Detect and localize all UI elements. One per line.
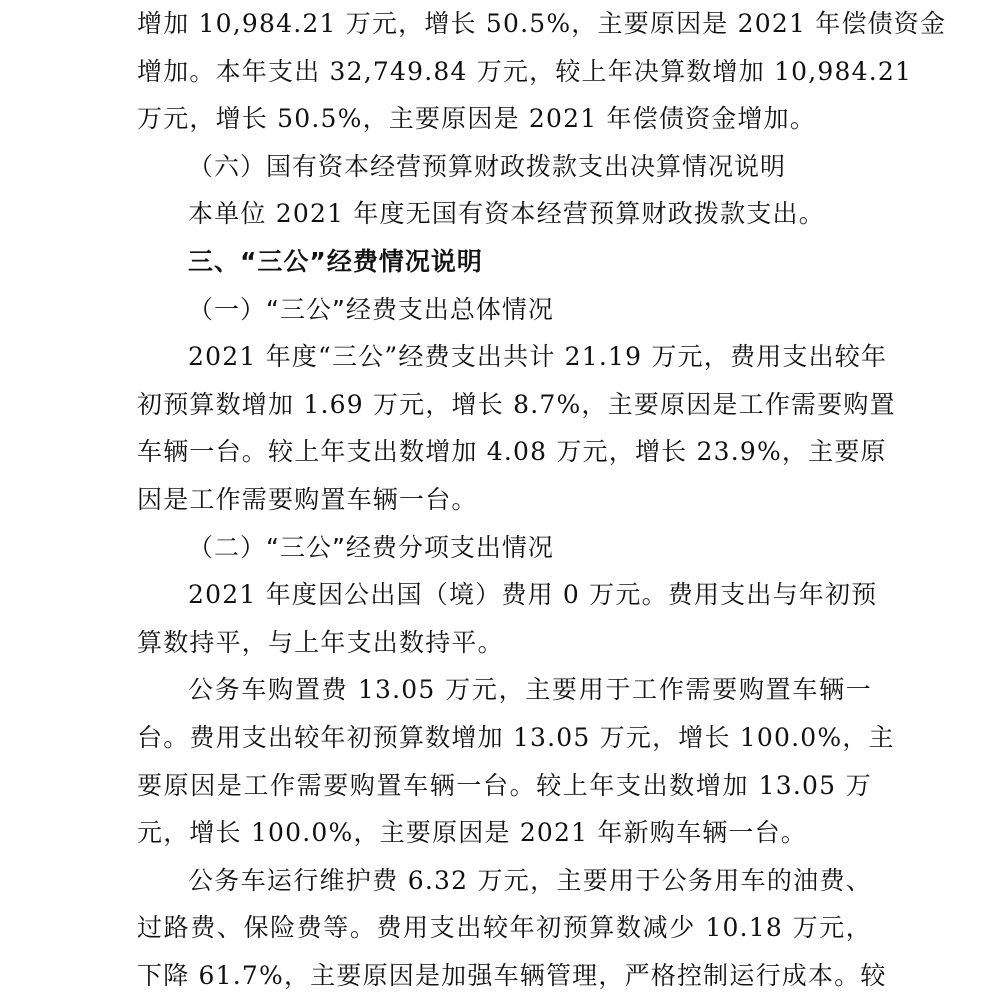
- body-line: 算数持平，与上年支出数持平。: [137, 627, 504, 657]
- body-line: 增加。本年支出 32,749.84 万元，较上年决算数增加 10,984.21: [137, 56, 913, 86]
- body-line: 要原因是工作需要购置车辆一台。较上年支出数增加 13.05 万: [137, 770, 872, 800]
- section-heading: 三、“三公”经费情况说明: [188, 246, 483, 276]
- body-line: 台。费用支出较年初预算数增加 13.05 万元，增长 100.0%，主: [137, 722, 895, 752]
- body-line: 元，增长 100.0%，主要原因是 2021 年新购车辆一台。: [137, 818, 807, 848]
- section-subheading: （一）“三公”经费支出总体情况: [188, 294, 554, 324]
- body-line: 增加 10,984.21 万元，增长 50.5%，主要原因是 2021 年偿债资金: [137, 9, 947, 38]
- body-line: 2021 年度因公出国（境）费用 0 万元。费用支出与年初预: [188, 580, 878, 610]
- body-line: 本单位 2021 年度无国有资本经营预算财政拨款支出。: [188, 199, 825, 229]
- section-subheading: （二）“三公”经费分项支出情况: [188, 532, 554, 562]
- body-line: 因是工作需要购置车辆一台。: [137, 484, 478, 514]
- section-subheading: （六）国有资本经营预算财政拨款支出决算情况说明: [188, 151, 787, 181]
- body-line: 过路费、保险费等。费用支出较年初预算数减少 10.18 万元，: [137, 913, 872, 943]
- document-page: [137, 0, 947, 999]
- body-line: 2021 年度“三公”经费支出共计 21.19 万元，费用支出较年: [188, 342, 888, 372]
- body-line: 公务车购置费 13.05 万元，主要用于工作需要购置车辆一: [188, 675, 872, 705]
- body-line: 公务车运行维护费 6.32 万元，主要用于公务用车的油费、: [188, 865, 872, 895]
- body-line: 下降 61.7%，主要原因是加强车辆管理，严格控制运行成本。较: [137, 960, 887, 990]
- body-line: 初预算数增加 1.69 万元，增长 8.7%，主要原因是工作需要购置: [137, 389, 896, 419]
- body-line: 万元，增长 50.5%，主要原因是 2021 年偿债资金增加。: [137, 104, 817, 134]
- body-line: 车辆一台。较上年支出数增加 4.08 万元，增长 23.9%，主要原: [137, 437, 887, 467]
